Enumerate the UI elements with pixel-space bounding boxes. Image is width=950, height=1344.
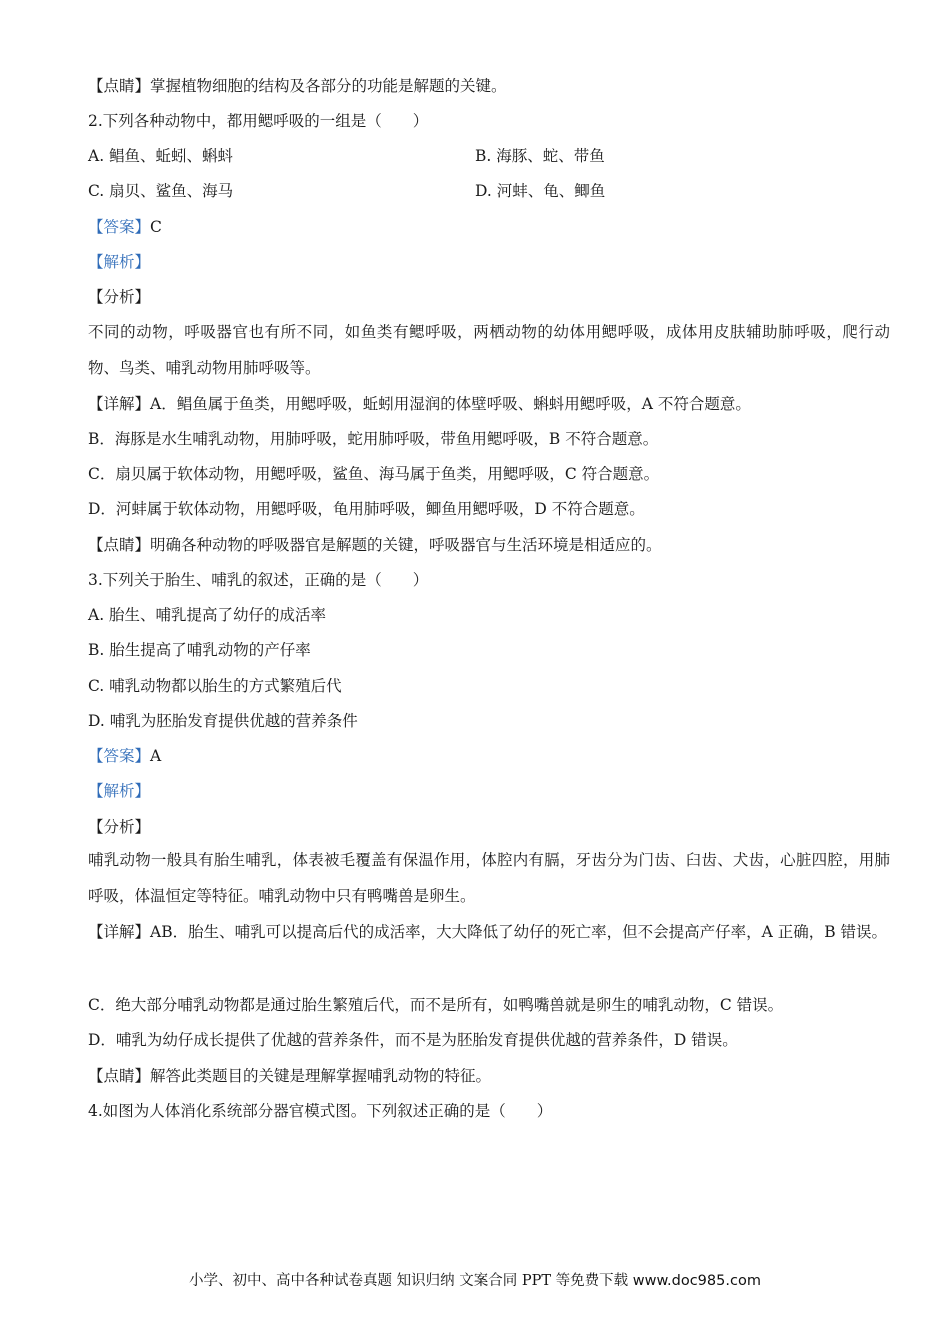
xiangjie-d: D．河蚌属于软体动物，用鳃呼吸，龟用肺呼吸，鲫鱼用鳃呼吸，D 不符合题意。 (88, 500, 645, 518)
xiangjie-c: C．扇贝属于软体动物，用鳃呼吸，鲨鱼、海马属于鱼类，用鳃呼吸，C 符合题意。 (88, 465, 660, 483)
dianjing-tag: 【点睛】 (88, 77, 151, 95)
dianjing-text: 掌握植物细胞的结构及各部分的功能是解题的关键。 (150, 77, 507, 95)
answer-value: C (150, 218, 162, 236)
question-2-option-a: A. 鲳鱼、蚯蚓、蝌蚪 (88, 147, 234, 165)
question-3-option-c: C. 哺乳动物都以胎生的方式繁殖后代 (88, 677, 342, 695)
xiangjie-tag: 【详解】 (88, 395, 151, 413)
question-3-option-a: A. 胎生、哺乳提高了幼仔的成活率 (88, 606, 327, 624)
footer-text: 小学、初中、高中各种试卷真题 知识归纳 文案合同 PPT 等免费下载 (189, 1273, 629, 1289)
xiangjie-d: D．哺乳为幼仔成长提供了优越的营养条件，而不是为胚胎发育提供优越的营养条件，D 错误。 (88, 1031, 738, 1049)
fenxi-text: 哺乳动物一般具有胎生哺乳，体表被毛覆盖有保温作用，体腔内有膈，牙齿分为门齿、臼齿、犬齿，心脏四腔，用肺呼吸，体温恒定等特征。哺乳动物中只有鸭嘴兽是卵生。 (88, 851, 890, 905)
dianjing-tag: 【点睛】 (88, 536, 151, 554)
dianjing-text: 明确各种动物的呼吸器官是解题的关键，呼吸器官与生活环境是相适应的。 (150, 536, 662, 554)
question-3-option-b: B. 胎生提高了哺乳动物的产仔率 (88, 641, 311, 659)
dianjing-line-q1 (88, 76, 890, 96)
question-2-stem: 2.下列各种动物中，都用鳃呼吸的一组是（ ） (88, 112, 429, 130)
question-2-option-c: C. 扇贝、鲨鱼、海马 (88, 182, 234, 200)
dianjing-line-q2 (88, 535, 890, 555)
question-2-option-b: B. 海豚、蛇、带鱼 (475, 147, 605, 165)
dianjing-line-q3 (88, 1066, 890, 1086)
footer-url[interactable]: www.doc985.com (632, 1273, 761, 1289)
question-2-option-d: D. 河蚌、龟、鲫鱼 (475, 182, 606, 200)
question-3-answer (88, 746, 890, 766)
question-2-answer (88, 217, 890, 237)
fenxi-tag: 【分析】 (88, 818, 151, 836)
fenxi-tag: 【分析】 (88, 288, 151, 306)
xiangjie-c: C．绝大部分哺乳动物都是通过胎生繁殖后代，而不是所有，如鸭嘴兽就是卵生的哺乳动物，C 错误。 (88, 996, 784, 1014)
answer-tag: 【答案】 (88, 218, 151, 236)
xiangjie-tag: 【详解】 (88, 923, 151, 941)
xiangjie-ab (88, 914, 890, 950)
xiangjie-a-text: A．鲳鱼属于鱼类，用鳃呼吸，蚯蚓用湿润的体壁呼吸、蝌蚪用鳃呼吸，A 不符合题意。 (150, 395, 751, 413)
answer-tag: 【答案】 (88, 747, 151, 765)
fenxi-text: 不同的动物，呼吸器官也有所不同，如鱼类有鳃呼吸，两栖动物的幼体用鳃呼吸，成体用皮肤辅助肺呼吸，爬行动物、鸟类、哺乳动物用肺呼吸等。 (88, 323, 890, 377)
jiexi-tag: 【解析】 (88, 253, 151, 271)
jiexi-tag: 【解析】 (88, 782, 151, 800)
page-footer (0, 1269, 950, 1290)
question-3-option-d: D. 哺乳为胚胎发育提供优越的营养条件 (88, 712, 358, 730)
answer-value: A (150, 747, 162, 765)
xiangjie-a (88, 394, 890, 414)
dianjing-text: 解答此类题目的关键是理解掌握哺乳动物的特征。 (150, 1067, 492, 1085)
xiangjie-ab-text: AB．胎生、哺乳可以提高后代的成活率，大大降低了幼仔的死亡率，但不会提高产仔率，A 正确，B 错误。 (150, 923, 888, 941)
xiangjie-b: B．海豚是水生哺乳动物，用肺呼吸，蛇用肺呼吸，带鱼用鳃呼吸，B 不符合题意。 (88, 430, 659, 448)
dianjing-tag: 【点睛】 (88, 1067, 151, 1085)
question-4-stem: 4.如图为人体消化系统部分器官模式图。下列叙述正确的是（ ） (88, 1102, 553, 1120)
question-3-stem: 3.下列关于胎生、哺乳的叙述，正确的是（ ） (88, 571, 429, 589)
